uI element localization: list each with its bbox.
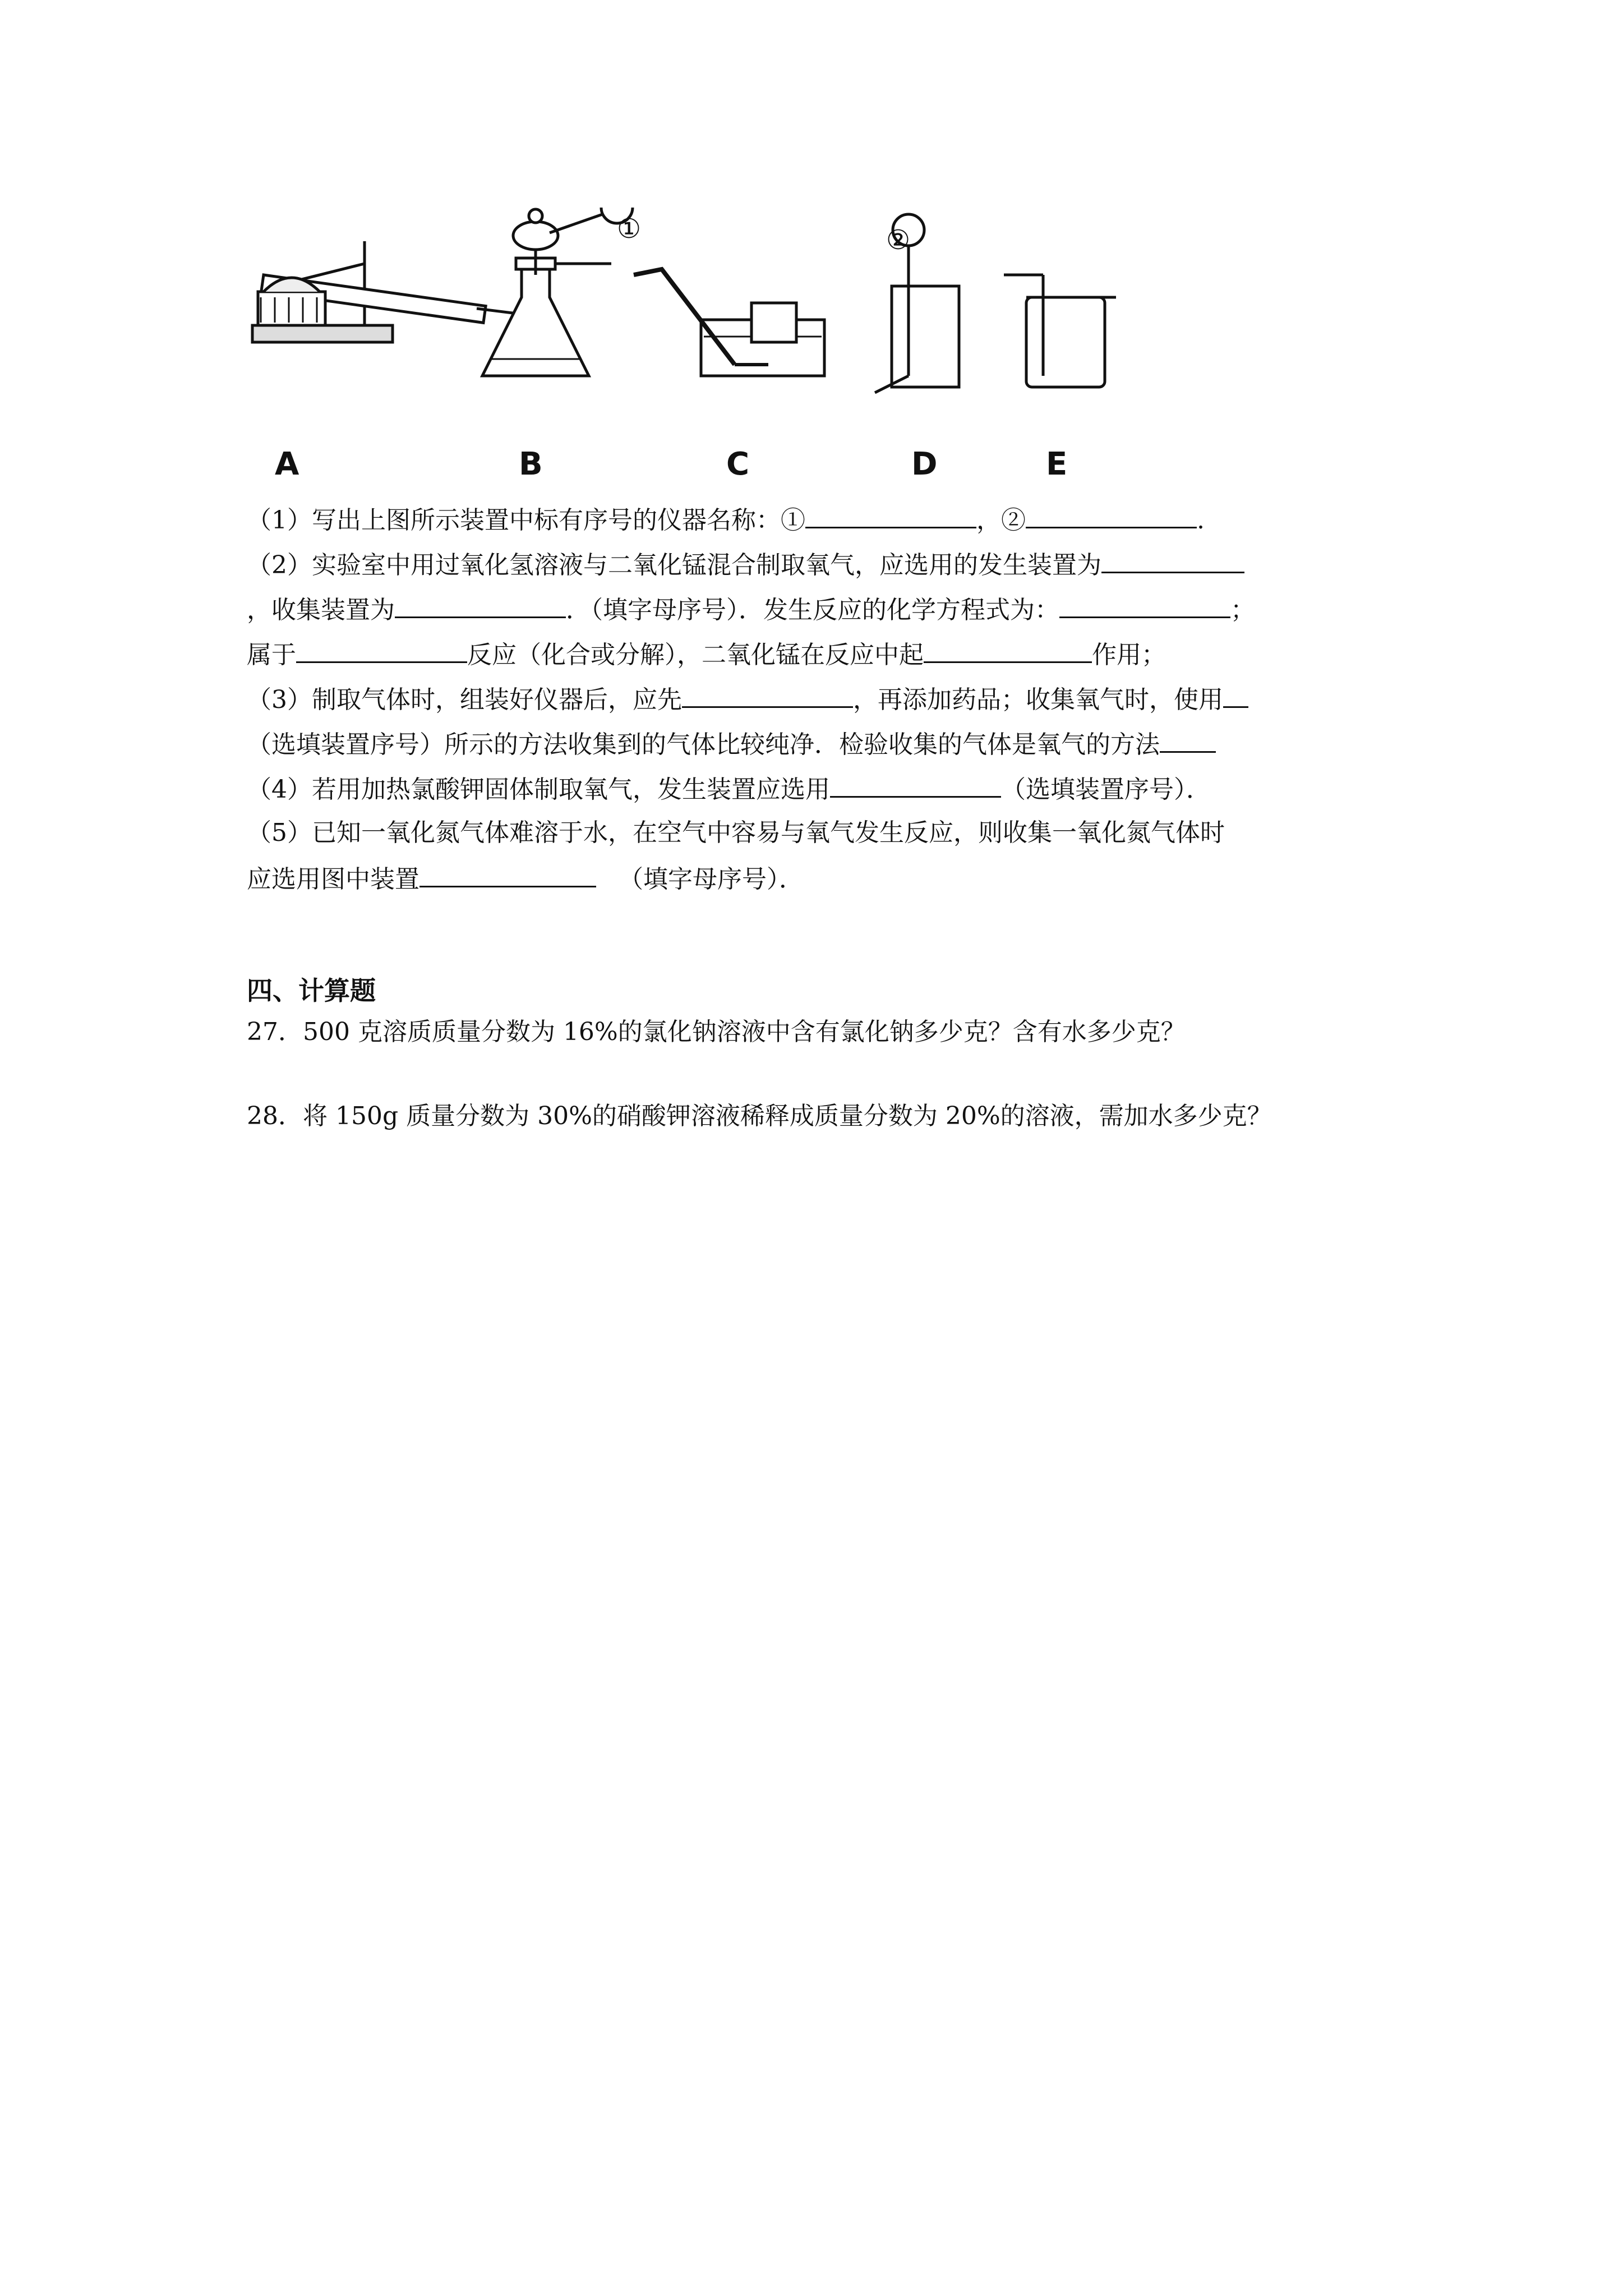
q2-blank-equation[interactable] — [1059, 592, 1230, 618]
question-1 — [247, 502, 1205, 537]
question-2-line-2 — [247, 592, 1255, 627]
q4-text-b: （选填装置序号）． — [1001, 775, 1211, 804]
q2-text-3c: 作用； — [1092, 641, 1166, 669]
q5-text-1: （5）已知一氧化氮气体难溶于水，在空气中容易与氧气发生反应，则收集一氧化氮气体时 — [247, 818, 1225, 847]
question-27: 27．500 克溶质质量分数为 16%的氯化钠溶液中含有氯化钠多少克？含有水多少克？ — [247, 1018, 1186, 1046]
q2-blank-generator[interactable] — [1101, 547, 1244, 573]
callout-1: ① — [617, 213, 642, 245]
question-3-line-1 — [247, 682, 1248, 717]
apparatus-b — [482, 208, 633, 376]
q3-blank-device[interactable] — [1223, 682, 1248, 708]
q1-sep: ，② — [976, 506, 1026, 535]
figure-label-c: C — [726, 446, 750, 482]
figure-label-d: D — [911, 446, 938, 482]
question-5-line-1 — [247, 816, 1225, 850]
q4-blank[interactable] — [830, 771, 1001, 798]
q2-blank-role[interactable] — [924, 637, 1092, 663]
q1-blank-2[interactable] — [1026, 502, 1197, 528]
q3-text-1a: （3）制取气体时，组装好仪器后，应先 — [247, 685, 682, 714]
apparatus-a — [252, 241, 522, 342]
figure-label-b: B — [519, 446, 543, 482]
q3-blank-method[interactable] — [1160, 726, 1216, 753]
q2-text-1: （2）实验室中用过氧化氢溶液与二氧化锰混合制取氧气，应选用的发生装置为 — [247, 551, 1101, 579]
q2-text-2a: ，收集装置为 — [247, 596, 395, 624]
question-28: 28．将 150g 质量分数为 30%的硝酸钾溶液稀释成质量分数为 20%的溶液，需加水多少克？ — [247, 1102, 1272, 1130]
q2-text-2c: ； — [1230, 596, 1255, 624]
q2-text-3a: 属于 — [247, 641, 296, 669]
q4-text-a: （4）若用加热氯酸钾固体制取氧气，发生装置应选用 — [247, 775, 830, 804]
q5-blank[interactable] — [419, 861, 596, 887]
figure-label-e: E — [1046, 446, 1068, 482]
question-2-line-1 — [247, 547, 1244, 582]
question-5-line-2 — [247, 861, 804, 896]
figure-label-a: A — [275, 446, 299, 482]
apparatus-c — [634, 269, 824, 376]
q2-blank-reaction-type[interactable] — [296, 637, 467, 663]
q5-text-2b: （填字母序号）． — [619, 865, 804, 894]
question-2-line-3 — [247, 637, 1166, 672]
q5-text-2a: 应选用图中装置 — [247, 865, 419, 894]
lab-apparatus-figure — [241, 208, 1138, 488]
q3-text-1b: ，再添加药品；收集氧气时，使用 — [853, 685, 1223, 714]
section-4-heading: 四、计算题 — [247, 976, 376, 1006]
q2-text-3b: 反应（化合或分解），二氧化锰在反应中起 — [467, 641, 924, 669]
apparatus-e — [1004, 275, 1116, 387]
q1-blank-1[interactable] — [805, 502, 976, 528]
q3-blank-check[interactable] — [682, 682, 853, 708]
q2-text-2b: ．（填字母序号）．发生反应的化学方程式为： — [566, 596, 1059, 624]
q1-end: . — [1197, 506, 1205, 535]
callout-2: ② — [886, 224, 911, 256]
question-4 — [247, 771, 1211, 807]
q2-blank-collector[interactable] — [395, 592, 566, 618]
question-3-line-2 — [247, 726, 1216, 762]
q1-prefix: （1）写出上图所示装置中标有序号的仪器名称：① — [247, 506, 805, 535]
q3-text-2: （选填装置序号）所示的方法收集到的气体比较纯净．检验收集的气体是氧气的方法 — [247, 730, 1160, 759]
